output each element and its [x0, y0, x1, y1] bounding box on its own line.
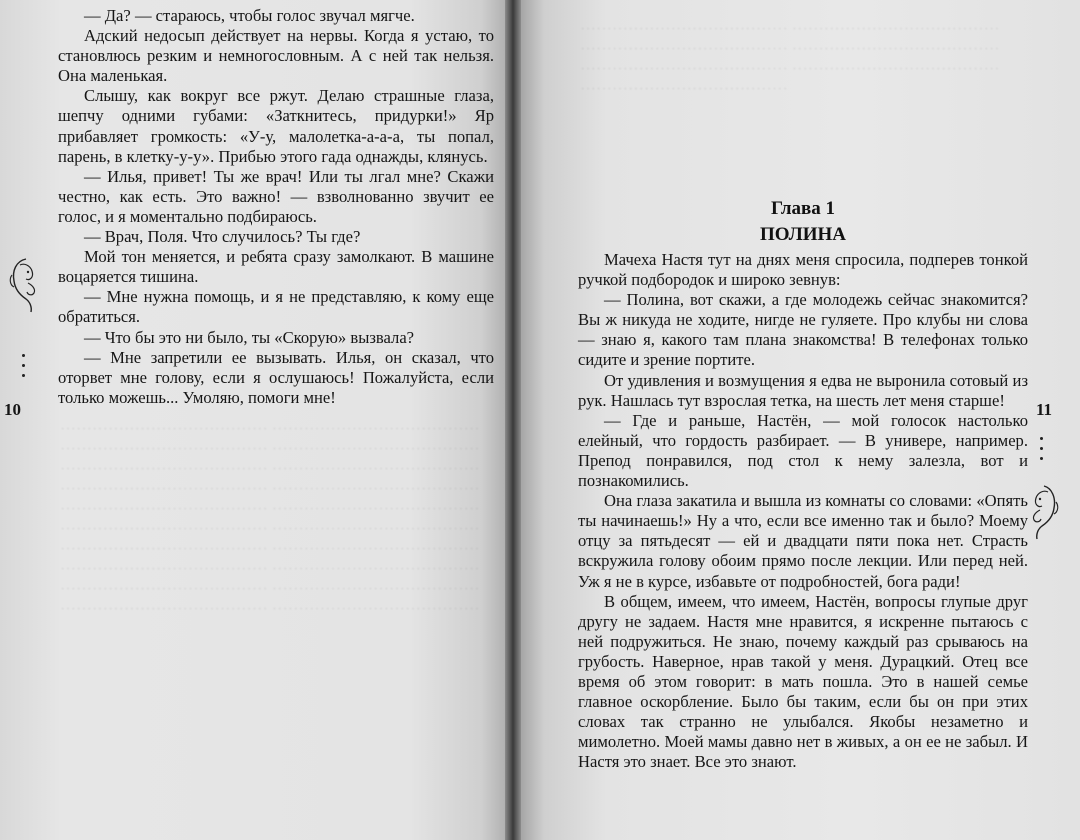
paragraph: — Мне запретили ее вызывать. Илья, он сказал, что оторвет мне голову, если я ослушаюсь! Пожалуйста, если только можешь... Умоляю, помоги мне!	[58, 347, 494, 407]
paragraph: — Где и раньше, Настён, — мой голосок настолько елейный, что гордость разбирает. — В универе, например. Препод понравился, под стол к нему залезла, вот и познакомились.	[578, 410, 1028, 491]
show-through-text: ······································· ······································· ······································· ······································· ······································· ······································· ······································· ······································· ······································· ······································· ······································· ······································· ······································· ······································· ······································· ······································· ······································· ······································· ······································· ·······································	[60, 421, 480, 618]
page-number: 11	[1036, 400, 1053, 419]
paragraph: От удивления и возмущения я едва не выронила сотовый из рук. Нашлась тут взрослая тетка, на шесть лет меня старше!	[578, 370, 1028, 410]
paragraph: Мой тон меняется, и ребята сразу замолкают. В машине воцаряется тишина.	[58, 247, 494, 287]
paragraph: Слышу, как вокруг все ржут. Делаю страшные глаза, шепчу одними губами: «Заткнитесь, придурки!» Яр прибавляет громкость: «У-у, малолетка-а-а-а, ты попал, парень, в клетку-у-у». Прибью этого гада однажды, клянусь.	[58, 86, 494, 166]
page-number: 10	[4, 400, 21, 419]
paragraph: В общем, имеем, что имеем, Настён, вопросы глупые друг другу не задаем. Настя мне нравится, я искренне пытаюсь с ней подружиться. Не знаю, почему каждый раз срываюсь на грубость. Наверное, нрав такой у меня. Дурацкий. Отец все время об этом говорит: в мать пошла. Это в нашей семье главное оскорбление. Было бы таким, если бы он при этих словах так странно не улыбался. Якобы незаметно и мимолетно. Моей мамы давно нет в живых, а он ее не забыл. И Настя это знает. Все это знают.	[578, 591, 1028, 772]
paragraph: — Мне нужна помощь, и я не представляю, к кому еще обратиться.	[58, 287, 494, 327]
show-through-text: ······································· ······································· ······································· ······································· ······································· ······································· ·······································	[580, 21, 1000, 98]
face-ornament-icon	[1026, 482, 1062, 547]
paragraph: — Что бы это ни было, ты «Скорую» вызвала?	[84, 327, 415, 347]
paragraph: Мачеха Настя тут на днях меня спросила, подперев тонкой ручкой подбородок и широко зевнув:	[578, 250, 1028, 290]
right-page	[516, 0, 1080, 840]
paragraph: Адский недосып действует на нервы. Когда я устаю, то становлюсь резким и немногословным. А с ней так нельзя. Она маленькая.	[58, 26, 494, 86]
ornament-dots	[22, 354, 26, 384]
right-page-text	[578, 250, 1028, 772]
paragraph: — Врач, Поля. Что случилось? Ты где?	[84, 227, 361, 247]
paragraph: — Да? — стараюсь, чтобы голос звучал мягче.	[84, 6, 415, 25]
chapter-title: ПОЛИНА	[759, 224, 847, 245]
paragraph: — Полина, вот скажи, а где молодежь сейчас знакомится? Вы ж никуда не ходите, нигде не гуляете. Про клубы ни слова — знаю я, какого там плана знакомства! В телефонах только сидите и зрение портите.	[578, 290, 1028, 370]
left-page	[0, 0, 512, 840]
chapter-number: Глава 1	[770, 198, 836, 219]
paragraph: — Илья, привет! Ты же врач! Или ты лгал мне? Скажи честно, как есть. Это важно! — взволнованно звучит ее голос, и я моментально подбираюсь.	[58, 166, 494, 226]
book-gutter	[505, 0, 521, 840]
paragraph: Она глаза закатила и вышла из комнаты со словами: «Опять ты начинаешь!» Ну а что, если все именно так и было? Моему отцу за пятьдесят — ей и двадцати пяти пока нет. Страсть вскружила голову обоим прямо после лекции. Или перед ней. Уж я не в курсе, избавьте от подробностей, бога ради!	[578, 491, 1028, 591]
face-ornament-icon	[6, 255, 42, 320]
ornament-dots	[1040, 437, 1044, 467]
left-page-text	[58, 6, 494, 408]
